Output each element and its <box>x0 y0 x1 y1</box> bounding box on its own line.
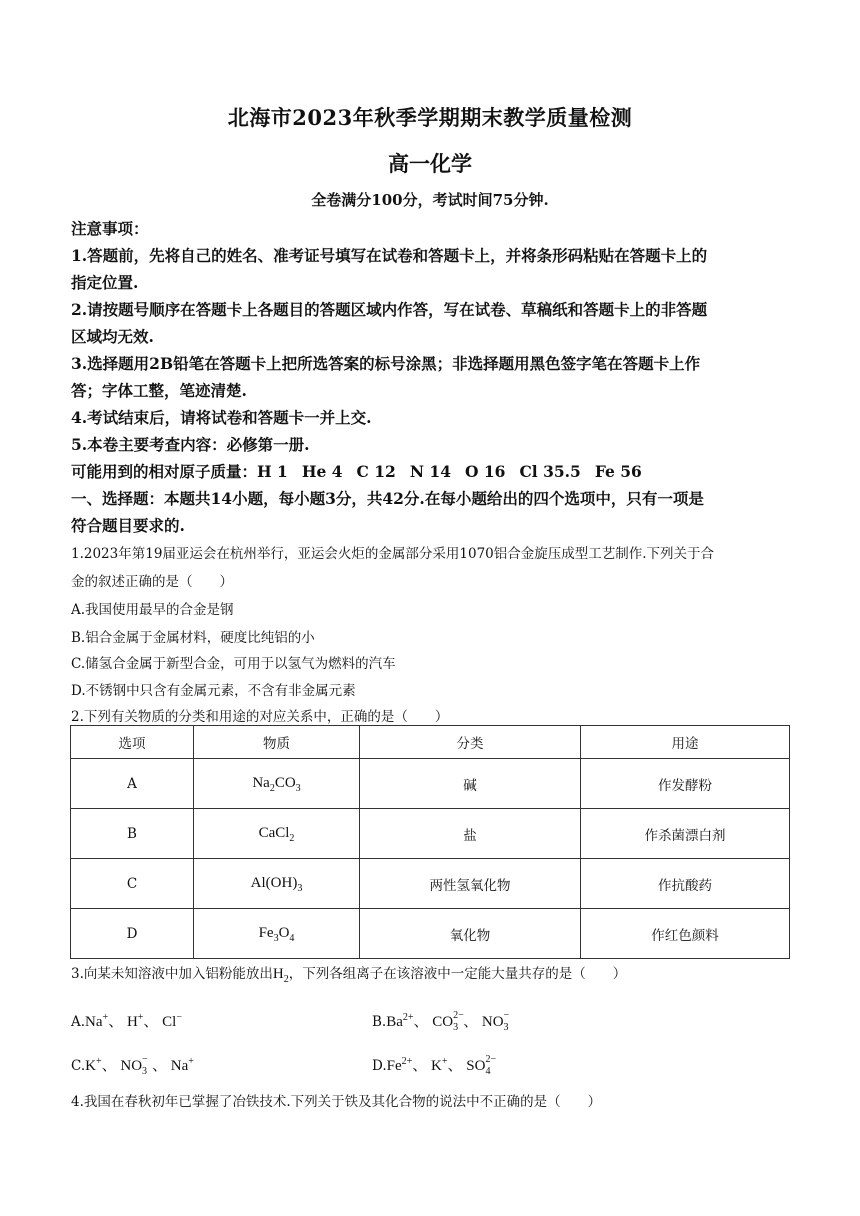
ion-list: $Fe^{2+}$、 K+、 SO 2− 4 <box>386 1053 497 1077</box>
question-1-stem-cont: 金的叙述正确的是（ ） <box>71 574 233 590</box>
note-line: 2.请按题号顺序在答题卡上各题目的答题区域内作答，写在试卷、草稿纸和答题卡上的非答题 <box>71 300 708 319</box>
substance-formula: $Al(OH)_3$ <box>194 859 360 909</box>
question-3-option-a <box>71 1010 182 1031</box>
note-line: 4.考试结束后，请将试卷和答题卡一并上交. <box>71 408 372 427</box>
note-line: 答；字体工整，笔迹清楚. <box>71 381 247 400</box>
table-row <box>71 859 790 909</box>
page-title: 北海市2023年秋季学期期末教学质量检测 <box>227 105 633 130</box>
note-line: 1.答题前，先将自己的姓名、准考证号填写在试卷和答题卡上，并将条形码粘贴在答题卡上的 <box>71 246 708 265</box>
use-cell: 作发酵粉 <box>581 759 790 809</box>
atomic-mass-item: H 1 <box>257 462 288 481</box>
table-row <box>71 809 790 859</box>
option-label: A. <box>71 1014 86 1030</box>
classification-cell: 氧化物 <box>360 909 581 959</box>
classification-cell: 盐 <box>360 809 581 859</box>
substance-formula: $Fe_3O_4$ <box>194 909 360 959</box>
table-header: 分类 <box>360 726 581 759</box>
note-line: 指定位置. <box>71 273 139 292</box>
option-label: B. <box>372 1014 387 1030</box>
atomic-mass-item: C 12 <box>356 462 396 481</box>
question-3-stem-post: ，下列各组离子在该溶液中一定能大量共存的是（ ） <box>288 966 627 982</box>
classification-cell: 碱 <box>360 759 581 809</box>
substance-formula: $Na_2CO_3$ <box>194 759 360 809</box>
question-3-option-b <box>372 1010 514 1031</box>
section-heading-cont: 符合题目要求的. <box>71 516 185 535</box>
section-heading: 一、选择题：本题共14小题，每小题3分，共42分.在每小题给出的四个选项中，只有一项是 <box>71 489 704 508</box>
note-line: 区域均无效. <box>71 327 154 346</box>
question-3-stem-pre: 3.向某未知溶液中加入铝粉能放出 <box>71 966 273 982</box>
atomic-mass-item: O 16 <box>464 462 506 481</box>
use-cell: 作抗酸药 <box>581 859 790 909</box>
use-cell: 作杀菌漂白剂 <box>581 809 790 859</box>
question-3-option-d <box>372 1054 495 1075</box>
note-line: 5.本卷主要考查内容：必修第一册. <box>71 435 310 454</box>
option-cell: B <box>71 809 194 859</box>
notes-heading: 注意事项： <box>71 219 149 238</box>
question-1-option-b: B.铝合金属于金属材料，硬度比纯铝的小 <box>71 630 315 646</box>
question-3-option-c <box>71 1054 194 1075</box>
atomic-mass-item: Fe 56 <box>594 462 642 481</box>
atomic-mass-item: He 4 <box>301 462 343 481</box>
note-line: 3.选择题用2B铅笔在答题卡上把所选答案的标号涂黑；非选择题用黑色签字笔在答题卡上作 <box>71 354 701 373</box>
classification-table <box>70 725 790 959</box>
subject-title: 高一化学 <box>388 151 472 176</box>
atomic-mass-item: Cl 35.5 <box>519 462 581 481</box>
question-3-stem <box>71 962 626 983</box>
question-1-option-d: D.不锈钢中只含有金属元素，不含有非金属元素 <box>71 683 356 699</box>
table-row <box>71 909 790 959</box>
ion-list: Na+、 H+、 Cl− <box>85 1012 182 1030</box>
use-cell: 作红色颜料 <box>581 909 790 959</box>
substance-formula: CaCl$_2$ <box>194 809 360 859</box>
option-cell: A <box>71 759 194 809</box>
option-label: C. <box>71 1058 86 1074</box>
option-cell: C <box>71 859 194 909</box>
question-4-stem: 4.我国在春秋初年已掌握了冶铁技术.下列关于铁及其化合物的说法中不正确的是（ ） <box>71 1094 602 1110</box>
option-label: D. <box>372 1058 387 1074</box>
atomic-masses-label: 可能用到的相对原子质量： <box>71 462 258 481</box>
question-2-stem: 2.下列有关物质的分类和用途的对应关系中，正确的是（ ） <box>71 709 449 725</box>
exam-meta: 全卷满分100分，考试时间75分钟. <box>311 191 549 209</box>
formula-h2: $H_2$ <box>272 966 289 985</box>
ion-list: K+、 NO − 3 、 Na+ <box>85 1053 194 1077</box>
table-header: 选项 <box>71 726 194 759</box>
ion-list: $Ba^{2+}$、 CO 2− 3 、 NO − 3 <box>386 1009 510 1033</box>
table-header: 物质 <box>194 726 360 759</box>
question-1-option-a: A.我国使用最早的合金是钢 <box>71 602 234 618</box>
classification-cell: 两性氢氧化物 <box>360 859 581 909</box>
table-header-row <box>71 726 790 759</box>
table-header: 用途 <box>581 726 790 759</box>
atomic-mass-item: N 14 <box>409 462 451 481</box>
table-row <box>71 759 790 809</box>
option-cell: D <box>71 909 194 959</box>
atomic-masses <box>71 460 656 482</box>
question-1-option-c: C.储氢合金属于新型合金，可用于以氢气为燃料的汽车 <box>71 656 396 672</box>
question-1-stem: 1.2023年第19届亚运会在杭州举行，亚运会火炬的金属部分采用1070铝合金旋压成型工艺制作.下列关于合 <box>71 546 715 562</box>
